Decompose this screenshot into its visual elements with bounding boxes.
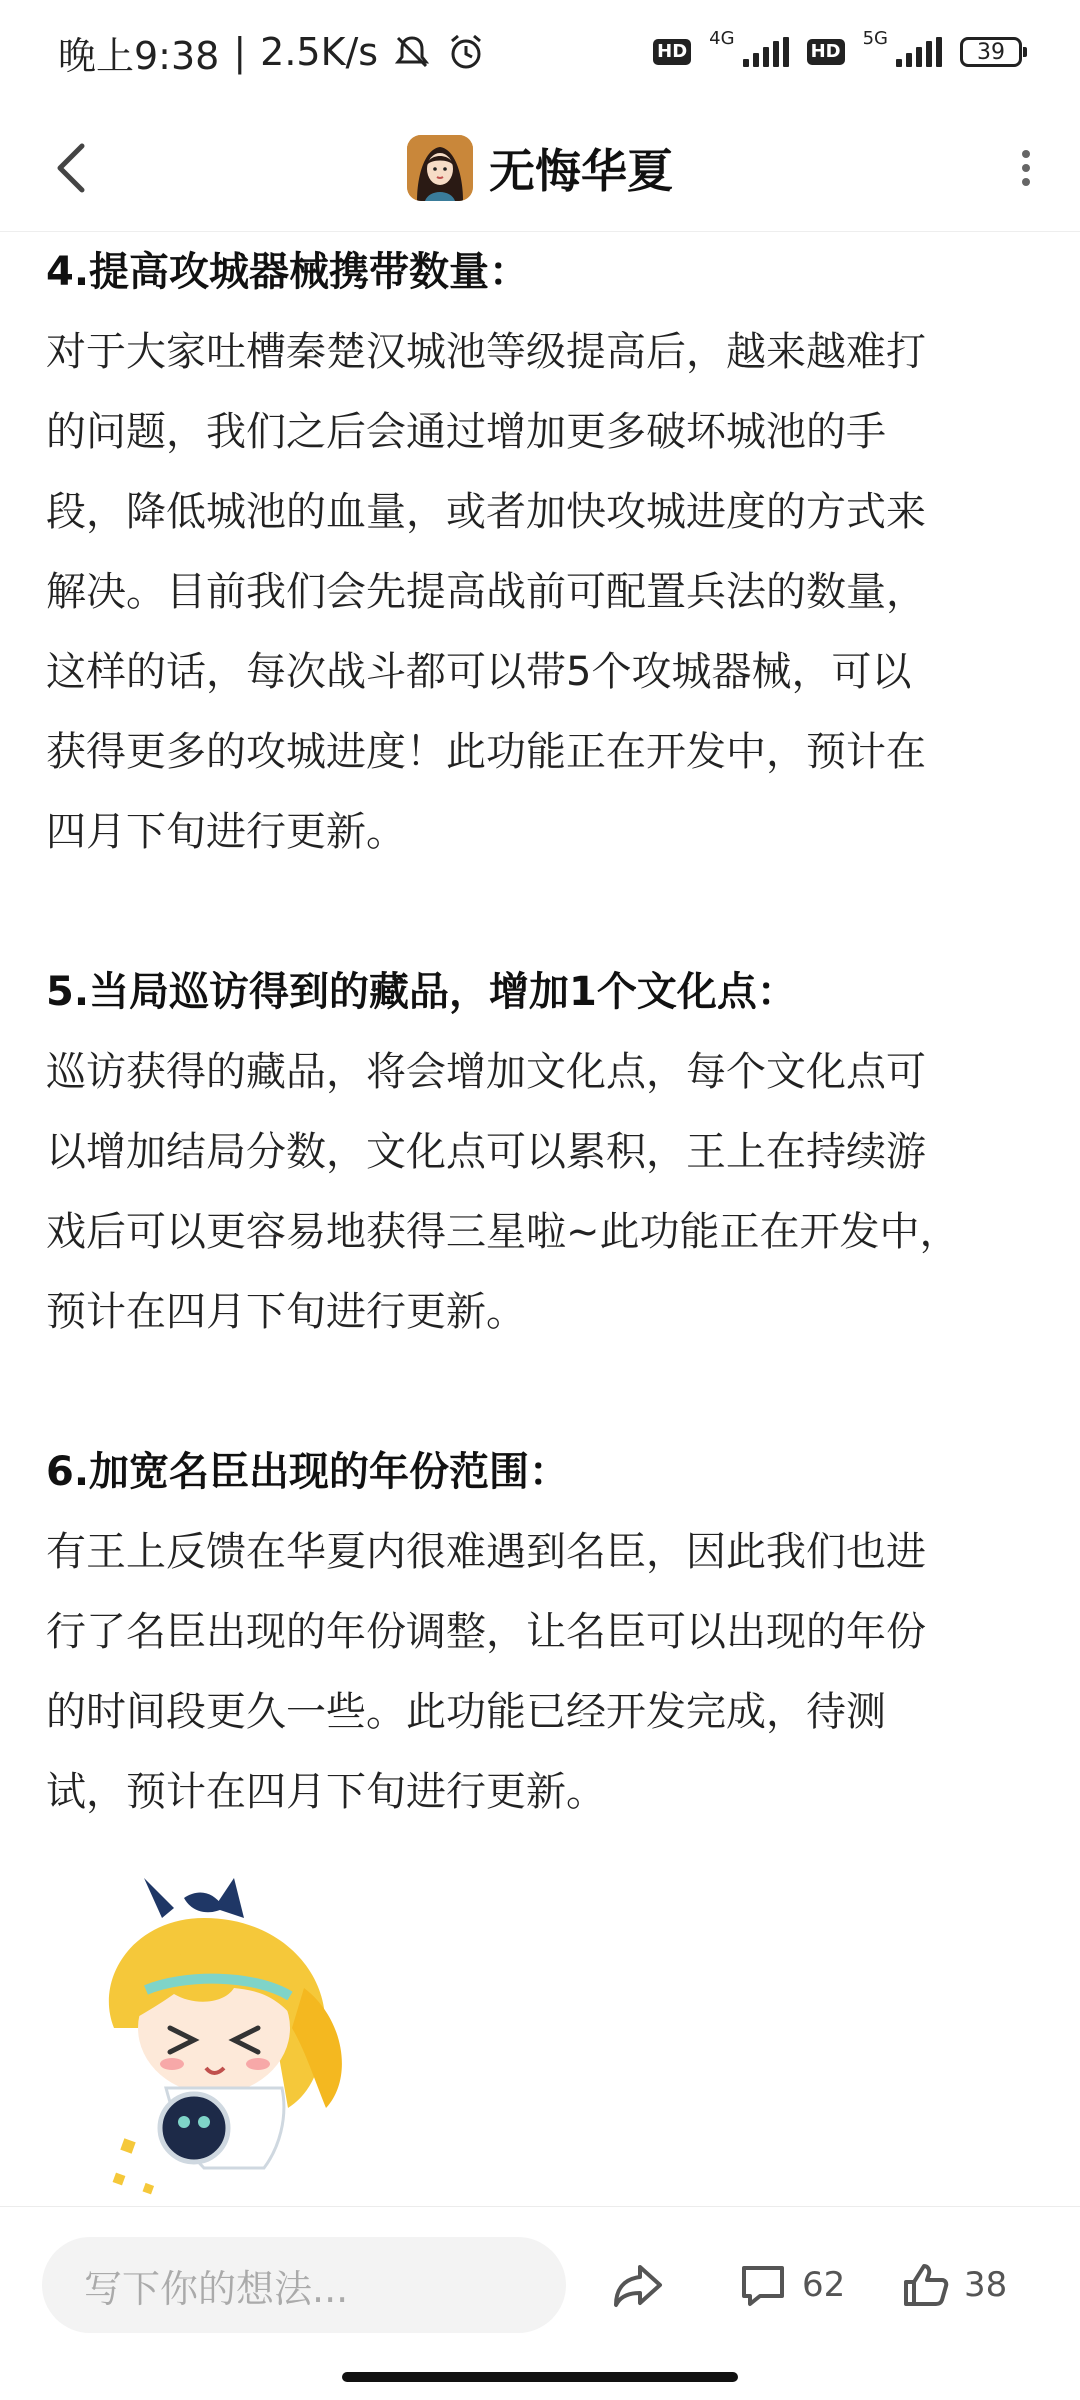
app-avatar — [407, 135, 473, 201]
article-line: 巡访获得的藏品，将会增加文化点，每个文化点可 — [46, 1049, 926, 1095]
more-options-button[interactable] — [990, 132, 1062, 204]
comment-icon — [738, 2260, 788, 2310]
bottom-action-bar — [0, 2206, 1080, 2366]
article-line: 获得更多的攻城进度！此功能正在开发中，预计在 — [46, 729, 926, 775]
comment-input[interactable] — [42, 2237, 566, 2333]
article-line: 四月下旬进行更新。 — [46, 809, 406, 855]
status-left — [58, 25, 486, 80]
signal-icon-2 — [896, 37, 942, 67]
paragraph-gap — [46, 1352, 1036, 1432]
article-line: 以增加结局分数，文化点可以累积，王上在持续游 — [46, 1129, 926, 1175]
comment-placeholder: 写下你的想法... — [84, 2266, 349, 2311]
top-navigation-bar — [0, 104, 1080, 232]
status-right — [653, 27, 1022, 67]
article-line: 有王上反馈在华夏内很难遇到名臣，因此我们也进 — [46, 1529, 926, 1575]
article-line: 行了名臣出现的年份调整，让名臣可以出现的年份 — [46, 1609, 926, 1655]
article-line: 对于大家吐槽秦楚汉城池等级提高后，越来越难打 — [46, 329, 926, 375]
article-content — [46, 232, 1036, 1832]
header-title-group — [407, 135, 673, 201]
article-line: 预计在四月下旬进行更新。 — [46, 1289, 526, 1335]
hd-badge-1: HD — [653, 39, 691, 65]
article-line: 试，预计在四月下旬进行更新。 — [46, 1769, 606, 1815]
like-count: 38 — [964, 2265, 1008, 2305]
battery-level: 39 — [977, 39, 1005, 65]
signal-icon-1 — [743, 37, 789, 67]
share-icon — [610, 2257, 666, 2313]
more-vertical-icon — [1020, 148, 1032, 188]
status-time: 晚上9:38 — [58, 33, 220, 78]
section-title: 4.提高攻城器械携带数量： — [46, 249, 530, 295]
section-title: 6.加宽名臣出现的年份范围： — [46, 1449, 570, 1495]
section-title: 5.当局巡访得到的藏品，增加1个文化点： — [46, 969, 797, 1015]
article-line: 的时间段更久一些。此功能已经开发完成，待测 — [46, 1689, 886, 1735]
thumbs-up-icon — [900, 2260, 950, 2310]
hd-badge-2: HD — [807, 39, 845, 65]
article-line: 的问题，我们之后会通过增加更多破坏城池的手 — [46, 409, 886, 455]
alarm-icon — [446, 32, 486, 72]
battery-icon — [960, 37, 1022, 67]
home-indicator[interactable] — [342, 2372, 738, 2382]
article-line: 戏后可以更容易地获得三星啦~此功能正在开发中， — [46, 1209, 960, 1255]
article-line: 段，降低城池的血量，或者加快攻城进度的方式来 — [46, 489, 926, 535]
status-speed: 2.5K/s — [260, 30, 379, 74]
network-label-2: 5G — [862, 27, 888, 49]
share-button[interactable] — [610, 2249, 666, 2321]
status-separator: | — [233, 30, 247, 74]
back-button[interactable] — [36, 132, 108, 204]
comment-button[interactable] — [738, 2249, 845, 2321]
mute-icon — [392, 32, 432, 72]
article-line: 这样的话，每次战斗都可以带5个攻城器械，可以 — [46, 649, 912, 695]
network-label-1: 4G — [709, 27, 735, 49]
comment-count: 62 — [802, 2265, 846, 2305]
sticker-illustration — [74, 1878, 374, 2198]
article-line: 解决。目前我们会先提高战前可配置兵法的数量， — [46, 569, 926, 615]
like-button[interactable] — [900, 2249, 1007, 2321]
page-title: 无悔华夏 — [489, 143, 673, 198]
status-bar — [0, 0, 1080, 104]
chevron-left-icon — [52, 142, 92, 194]
paragraph-gap — [46, 872, 1036, 952]
